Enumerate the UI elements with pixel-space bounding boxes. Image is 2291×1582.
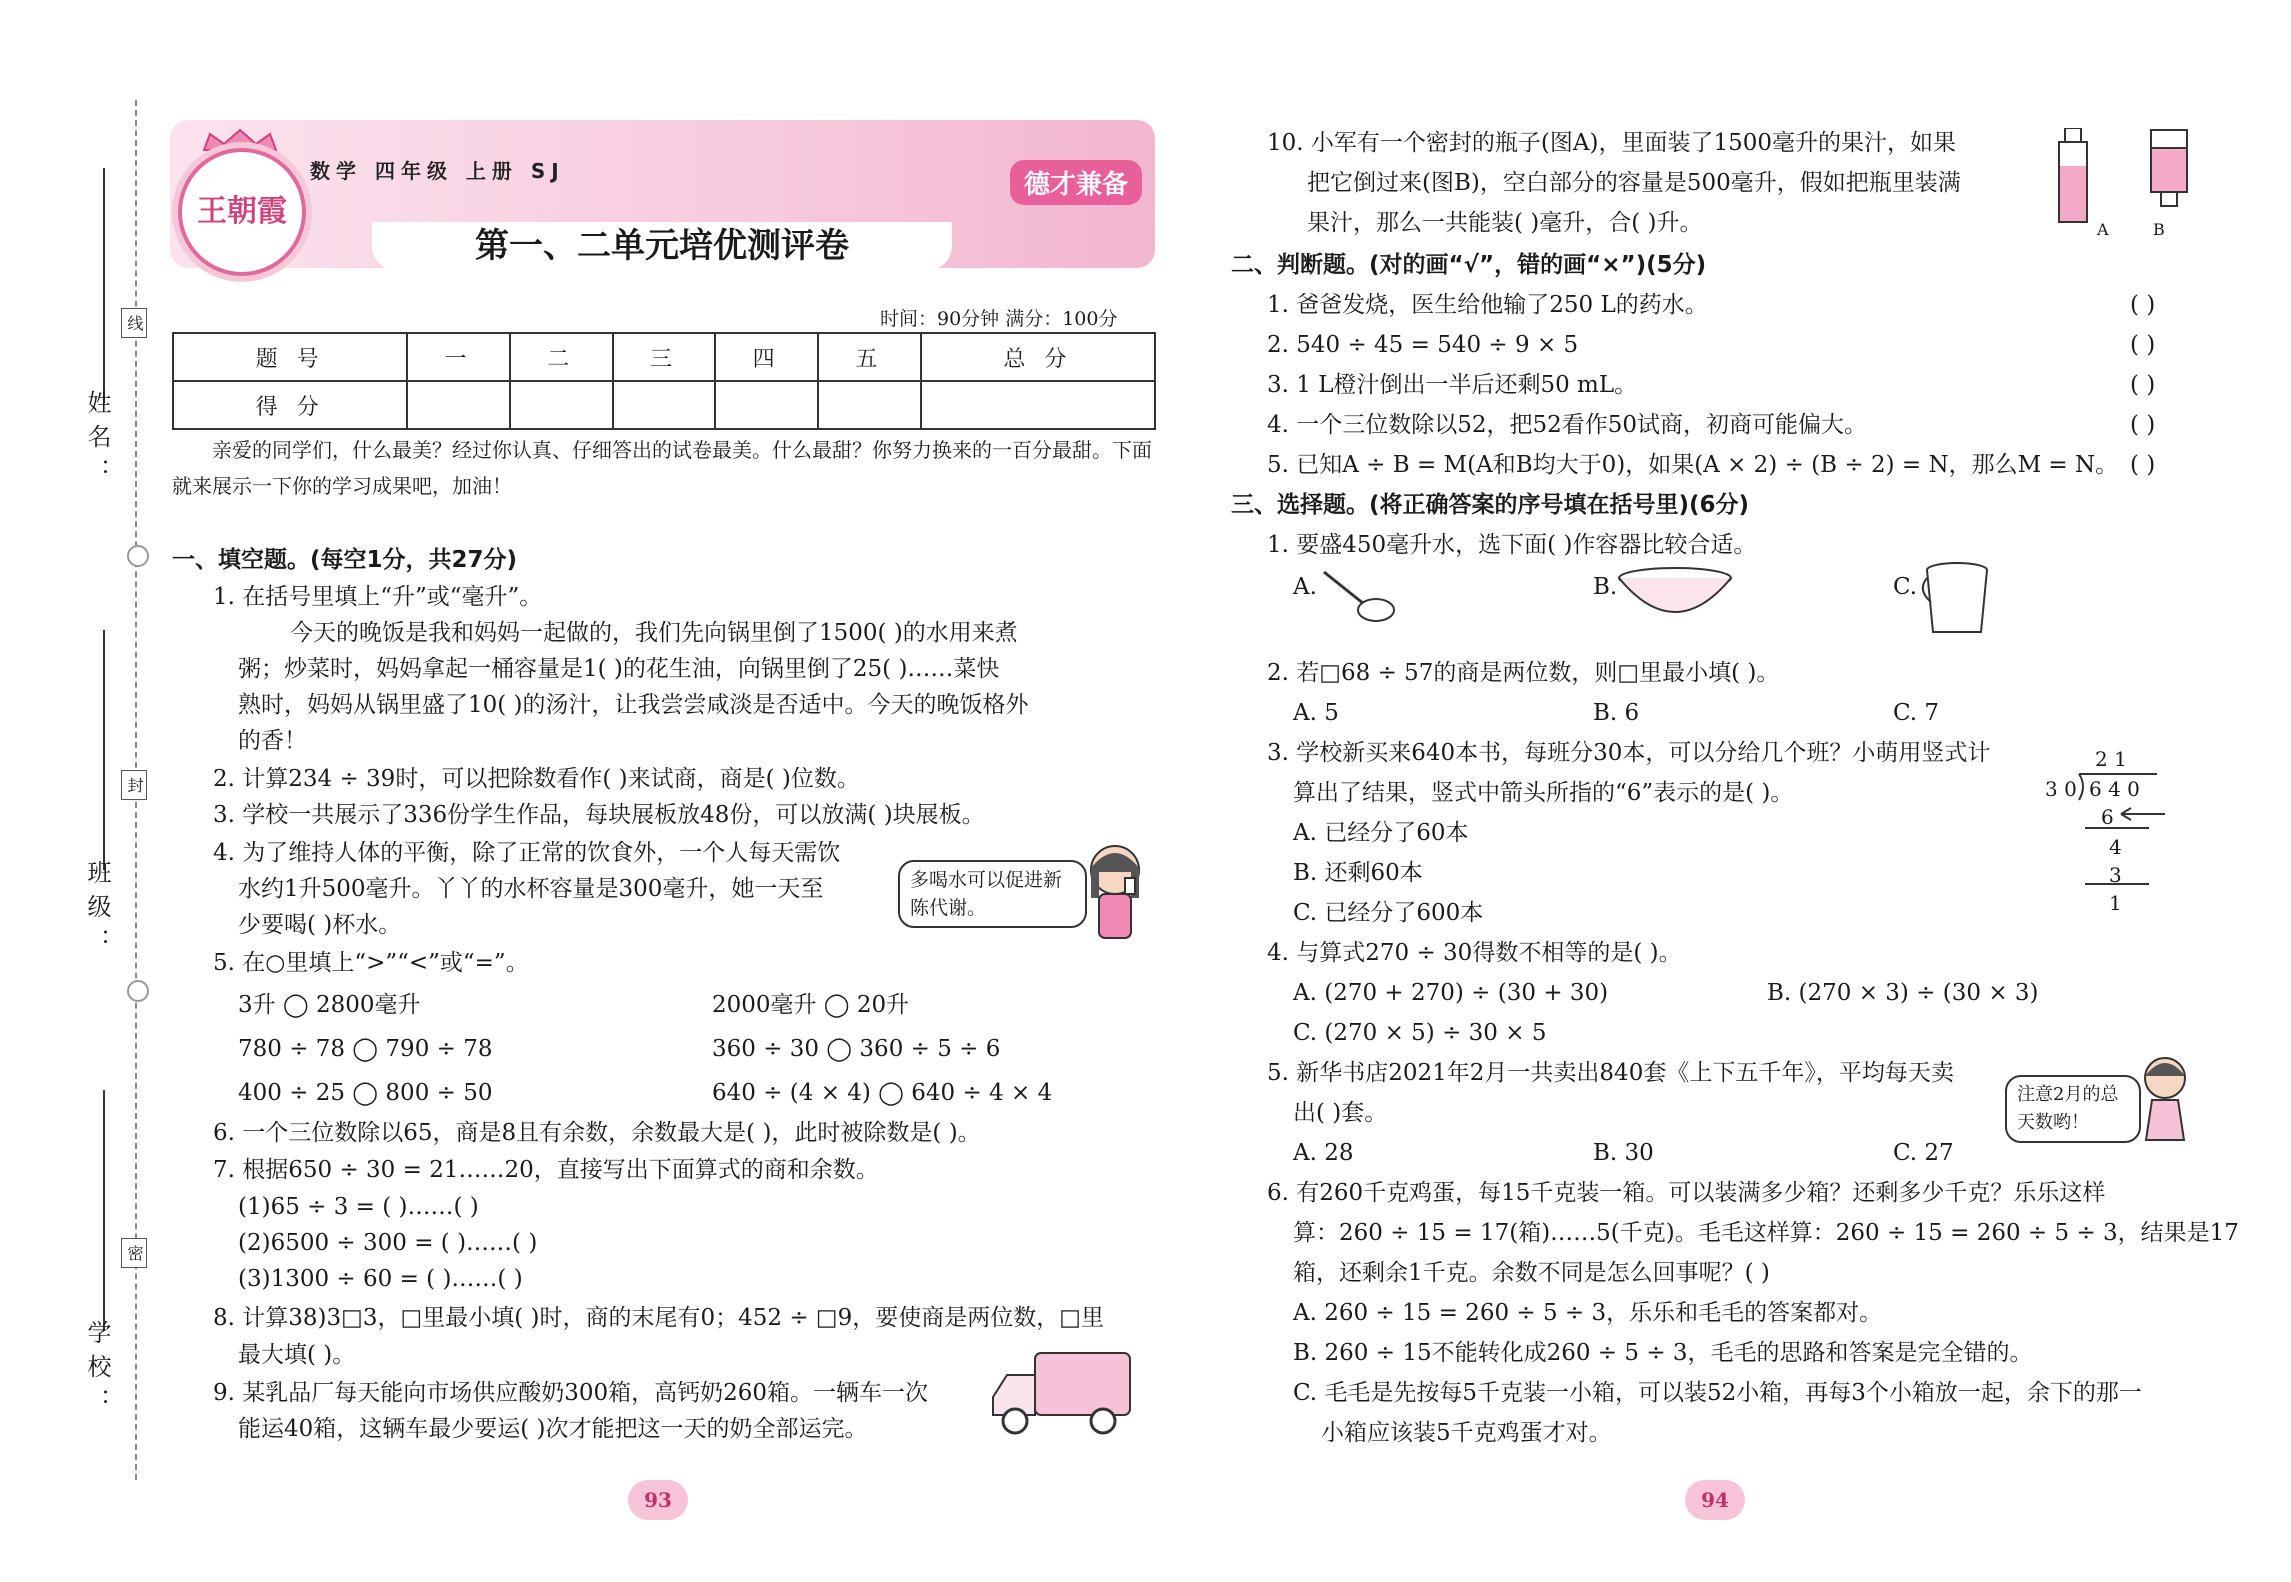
score-table-cell: 题 号 <box>173 333 407 381</box>
choice-1-text: 1. 要盛450毫升水，选下面( )作容器比较合适。 <box>1267 532 1757 558</box>
choice-option: B. 还剩60本 <box>1293 860 1423 886</box>
seal-box-mi: 密 <box>121 1238 147 1268</box>
score-table <box>172 332 1156 430</box>
brand-logo <box>178 148 306 276</box>
choice-option: 小箱应该装5千克鸡蛋才对。 <box>1321 1420 1612 1446</box>
c5-speech-bubble: 注意2月的总天数哟！ <box>2005 1075 2141 1143</box>
score-table-cell: 五 <box>818 333 921 381</box>
q5-compare-item: 400 ÷ 25 ◯ 800 ÷ 50 <box>238 1080 493 1106</box>
q1-paragraph: 的香！ <box>238 728 307 754</box>
score-table-cell: 一 <box>407 333 510 381</box>
ld-divisor: 3 0 <box>2045 777 2077 801</box>
choice-option: C. 毛毛是先按每5千克装一小箱，可以装52小箱，再每3个小箱放一起，余下的那一 <box>1293 1380 2142 1406</box>
choice-6-text: 箱，还剩余1千克。余数不同是怎么回事呢？( ) <box>1293 1260 1770 1286</box>
long-division-lines <box>2065 770 2175 890</box>
bottle-a-label: A <box>2097 220 2109 239</box>
choice-option: A. (270 + 270) ÷ (30 + 30) <box>1293 980 1609 1006</box>
q3-text: 3. 学校一共展示了336份学生作品，每块展板放48份，可以放满( )块展板。 <box>213 802 985 828</box>
q7-item: (2)6500 ÷ 300 = ( )……( ) <box>238 1230 538 1256</box>
section-3-heading: 三、选择题。(将正确答案的序号填在括号里)(6分) <box>1231 492 1750 518</box>
school-label: 学校： <box>83 1320 111 1422</box>
choice-option: B. 30 <box>1593 1140 1654 1166</box>
choice-option: A. <box>1293 574 1317 600</box>
choice-option: C. <box>1893 574 1918 600</box>
score-table-cell: 三 <box>613 333 716 381</box>
choice-4-text: 4. 与算式270 ÷ 30得数不相等的是( )。 <box>1267 940 1682 966</box>
choice-5-text: 出( )套。 <box>1293 1100 1388 1126</box>
page-number: 93 <box>628 1480 688 1520</box>
choice-3-text: 算出了结果，竖式中箭头所指的“6”表示的是( )。 <box>1293 780 1794 806</box>
score-table-cell: 总 分 <box>921 333 1155 381</box>
right-page <box>1145 0 2291 1582</box>
choice-2-text: 2. 若□68 ÷ 57的商是两位数，则□里最小填( )。 <box>1267 660 1780 686</box>
ld-quotient: 2 1 <box>2095 747 2127 771</box>
q1-text: 1. 在括号里填上“升”或“毫升”。 <box>213 584 543 610</box>
q2-text: 2. 计算234 ÷ 39时，可以把除数看作( )来试商，商是( )位数。 <box>213 766 860 792</box>
q4-text: 水约1升500毫升。丫丫的水杯容量是300毫升，她一天至 <box>238 876 824 902</box>
q7-item: (3)1300 ÷ 60 = ( )……( ) <box>238 1266 523 1292</box>
score-input-cell[interactable] <box>818 381 921 429</box>
q5-compare-item: 2000毫升 ◯ 20升 <box>712 992 910 1018</box>
score-input-cell[interactable] <box>613 381 716 429</box>
q5-compare-item: 3升 ◯ 2800毫升 <box>238 992 421 1018</box>
q4-text: 少要喝( )杯水。 <box>238 912 402 938</box>
q4-speech-bubble: 多喝水可以促进新陈代谢。 <box>898 860 1087 928</box>
ld-step: 4 <box>2109 835 2122 859</box>
subject-line: 数学 四年级 上册 SJ <box>310 159 565 183</box>
score-table-header-row <box>173 333 1155 381</box>
seal-box-feng: 封 <box>121 770 147 800</box>
q5-text: 5. 在○里填上“>”“<”或“=”。 <box>213 950 529 976</box>
q5-compare-item: 780 ÷ 78 ◯ 790 ÷ 78 <box>238 1036 493 1062</box>
ld-step: 6 <box>2101 805 2114 829</box>
score-table-score-row <box>173 381 1155 429</box>
choice-option: B. (270 × 3) ÷ (30 × 3) <box>1767 980 2039 1006</box>
choice-option: C. 27 <box>1893 1140 1954 1166</box>
logo-text: 王朝霞 <box>197 194 287 229</box>
ld-step: 1 <box>2109 891 2122 915</box>
choice-5-text: 5. 新华书店2021年2月一共卖出840套《上下五千年》，平均每天卖 <box>1267 1060 1954 1086</box>
bottles-illustration <box>2055 128 2205 243</box>
bucket-icon <box>1917 560 1997 640</box>
q7-text: 7. 根据650 ÷ 30 = 21……20，直接写出下面算式的商和余数。 <box>213 1157 879 1183</box>
choice-option: C. 7 <box>1893 700 1940 726</box>
q9-text: 9. 某乳品厂每天能向市场供应酸奶300箱，高钙奶260箱。一辆车一次 <box>213 1380 929 1406</box>
motto-badge: 德才兼备 <box>1010 160 1142 205</box>
choice-option: C. (270 × 5) ÷ 30 × 5 <box>1293 1020 1547 1046</box>
q8-text: 最大填( )。 <box>238 1342 356 1368</box>
q7-item: (1)65 ÷ 3 = ( )……( ) <box>238 1194 479 1220</box>
choice-option: B. 6 <box>1593 700 1640 726</box>
section-1-heading: 一、填空题。(每空1分，共27分) <box>172 547 518 573</box>
choice-option: C. 已经分了600本 <box>1293 900 1484 926</box>
bowl-icon <box>1615 566 1735 626</box>
score-input-cell[interactable] <box>715 381 818 429</box>
q10-text: 把它倒过来(图B)，空白部分的容量是500毫升，假如把瓶里装满 <box>1307 170 1961 196</box>
class-line <box>103 630 105 870</box>
choice-option: A. 已经分了60本 <box>1293 820 1469 846</box>
q8-text: 8. 计算38)3□3，□里最小填( )时，商的末尾有0；452 ÷ □9，要使商是两位数，□里 <box>213 1305 1105 1331</box>
score-table-cell: 二 <box>510 333 613 381</box>
score-table-cell: 四 <box>715 333 818 381</box>
page-number: 94 <box>1685 1480 1745 1520</box>
time-score-info: 时间：90分钟 满分：100分 <box>880 308 1118 330</box>
score-input-cell[interactable] <box>510 381 613 429</box>
q1-paragraph: 粥；炒菜时，妈妈拿起一桶容量是1( )的花生油，向锅里倒了25( )……菜快 <box>238 656 1000 682</box>
girl-drinking-icon <box>1075 838 1155 948</box>
ld-dividend: 6 4 0 <box>2089 777 2140 801</box>
choice-6-text: 算：260 ÷ 15 = 17(箱)……5(千克)。毛毛这样算：260 ÷ 15 = 260 ÷ 5 ÷ 3，结果是17 <box>1293 1220 2239 1246</box>
judge-item: 5. 已知A ÷ B = M(A和B均大于0)，如果(A × 2) ÷ (B ÷ 2) = N，那么M = N。 <box>1267 452 2119 478</box>
school-line <box>103 1090 105 1330</box>
q10-text: 10. 小军有一个密封的瓶子(图A)，里面装了1500毫升的果汁，如果 <box>1267 130 1956 156</box>
judge-item: 2. 540 ÷ 45 = 540 ÷ 9 × 5 <box>1267 332 1579 358</box>
q1-paragraph: 熟时，妈妈从锅里盛了10( )的汤汁，让我尝尝咸淡是否适中。今天的晚饭格外 <box>238 692 1029 718</box>
answer-paren[interactable]: ( ) <box>2130 452 2156 478</box>
choice-option: B. <box>1593 574 1618 600</box>
q1-paragraph: 今天的晚饭是我和妈妈一起做的，我们先向锅里倒了1500( )的水用来煮 <box>290 620 1018 646</box>
answer-paren[interactable]: ( ) <box>2130 332 2156 358</box>
class-label: 班级： <box>83 860 111 962</box>
seal-box-xian: 线 <box>121 308 147 338</box>
score-input-cell[interactable] <box>921 381 1155 429</box>
q10-text: 果汁，那么一共能装( )毫升，合( )升。 <box>1307 210 1703 236</box>
name-label: 姓名： <box>83 390 111 492</box>
section-2-heading: 二、判断题。(对的画“√”，错的画“×”)(5分) <box>1231 252 1707 278</box>
spoon-icon <box>1320 566 1400 626</box>
judge-item: 1. 爸爸发烧，医生给他输了250 L的药水。 <box>1267 292 1708 318</box>
q4-text: 4. 为了维持人体的平衡，除了正常的饮食外，一个人每天需饮 <box>213 840 841 866</box>
q9-text: 能运40箱，这辆车最少要运( )次才能把这一天的奶全部运完。 <box>238 1416 868 1442</box>
answer-paren[interactable]: ( ) <box>2130 412 2156 438</box>
score-table-cell: 得 分 <box>173 381 407 429</box>
ld-step: 3 <box>2109 863 2122 887</box>
q5-compare-item: 360 ÷ 30 ◯ 360 ÷ 5 ÷ 6 <box>712 1036 1001 1062</box>
judge-item: 4. 一个三位数除以52，把52看作50试商，初商可能偏大。 <box>1267 412 1868 438</box>
judge-item: 3. 1 L橙汁倒出一半后还剩50 mL。 <box>1267 372 1638 398</box>
binding-hole-icon <box>127 980 149 1002</box>
truck-icon <box>985 1345 1135 1440</box>
choice-option: B. 260 ÷ 15不能转化成260 ÷ 5 ÷ 3，毛毛的思路和答案是完全错的。 <box>1293 1340 2033 1366</box>
choice-3-text: 3. 学校新买来640本书，每班分30本，可以分给几个班？小萌用竖式计 <box>1267 740 1991 766</box>
choice-option: A. 260 ÷ 15 = 260 ÷ 5 ÷ 3，乐乐和毛毛的答案都对。 <box>1293 1300 1883 1326</box>
girl-icon <box>2130 1050 2200 1150</box>
choice-option: A. 28 <box>1293 1140 1354 1166</box>
name-line <box>103 168 105 403</box>
choice-6-text: 6. 有260千克鸡蛋，每15千克装一箱。可以装满多少箱？还剩多少千克？乐乐这样 <box>1267 1180 2106 1206</box>
answer-paren[interactable]: ( ) <box>2130 372 2156 398</box>
intro-text: 亲爱的同学们，什么最美？经过你认真、仔细答出的试卷最美。什么最甜？你努力换来的一百分最甜。下面就来展示一下你的学习成果吧，加油！ <box>172 438 1152 498</box>
choice-option: A. 5 <box>1293 700 1339 726</box>
q5-compare-item: 640 ÷ (4 × 4) ◯ 640 ÷ 4 × 4 <box>712 1080 1053 1106</box>
binding-hole-icon <box>127 545 149 567</box>
answer-paren[interactable]: ( ) <box>2130 292 2156 318</box>
bottle-b-label: B <box>2153 220 2165 239</box>
score-input-cell[interactable] <box>407 381 510 429</box>
q6-text: 6. 一个三位数除以65，商是8且有余数，余数最大是( )，此时被除数是( )。 <box>213 1120 981 1146</box>
page-title: 第一、二单元培优测评卷 <box>372 222 952 270</box>
